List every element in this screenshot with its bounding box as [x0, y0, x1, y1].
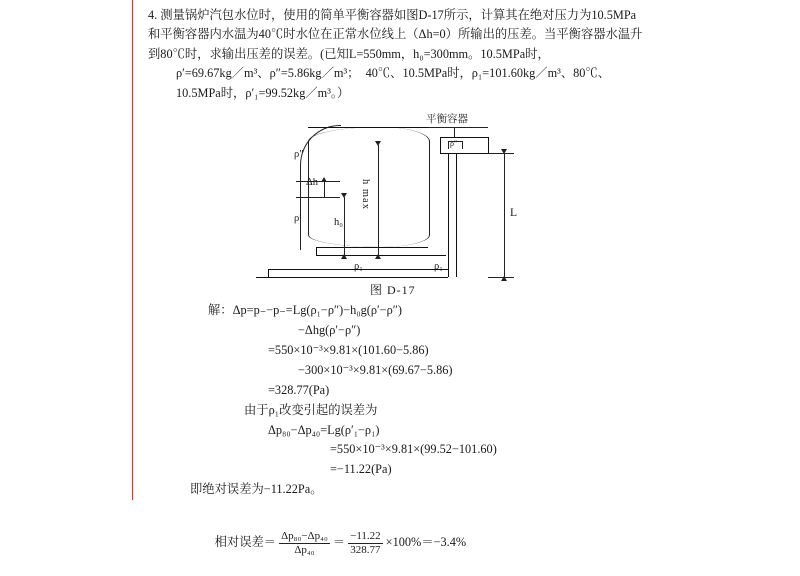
problem-line-4: ρ′=69.67kg／m³、ρ″=5.86kg／m³； 40℃、10.5MPa时，ρ₁=101.60kg／m³、80℃、 — [176, 66, 611, 81]
relative-error-row — [148, 510, 748, 576]
leader-balance-vessel-drop — [454, 127, 455, 137]
figure-d17 — [148, 109, 748, 299]
leader-balance-vessel — [428, 127, 488, 128]
label-hmax: h max — [360, 179, 371, 211]
drum-bottom-edge — [316, 247, 428, 248]
h0-dimension-line — [344, 197, 345, 255]
left-margin-rule — [132, 0, 133, 500]
vessel-right — [488, 137, 489, 153]
solution-line-2: −Δhg(ρ′−ρ″) — [298, 323, 361, 338]
L-dimension-line — [504, 153, 505, 277]
label-balance-vessel: 平衡容器 — [426, 114, 468, 126]
problem-line-2: 和平衡容器内水温为40℃时水位在正常水位线上（Δh=0）所输出的压差。当平衡容器水温升 — [148, 27, 643, 42]
rel-err-frac1-numerator: Δp₈₀−Δp₄₀ — [281, 530, 328, 543]
L-tick-bottom — [488, 277, 514, 278]
page-content — [148, 6, 748, 576]
relative-error-fraction-2 — [348, 530, 383, 556]
drum-skirt-end — [268, 269, 269, 277]
label-delta-h: Δh — [306, 177, 319, 189]
rel-err-frac2-denominator: 328.77 — [350, 543, 381, 556]
drum-bottom-step — [316, 247, 317, 255]
label-rho-small-top: ρ″ — [450, 139, 458, 149]
label-rho1-right: ρ₁ — [434, 261, 443, 273]
figure-caption: 图 D-17 — [370, 283, 416, 298]
solution-line-10: 即绝对误差为−11.22Pa。 — [190, 482, 323, 497]
relative-error-label: 相对误差＝ — [214, 535, 277, 550]
rel-err-frac2-numerator: −11.22 — [350, 530, 381, 543]
rel-err-frac1-denominator: Δp₄₀ — [294, 543, 315, 556]
drum-base — [256, 277, 448, 278]
solution-line-7: Δp₈₀−Δp₄₀=Lg(ρ′₁−ρ₁) — [268, 422, 380, 437]
solution-line-6: 由于ρ₁改变引起的误差为 — [244, 402, 378, 417]
solution-line-3: =550×10⁻³×9.81×(101.60−5.86) — [268, 342, 429, 357]
problem-line-3: 到80℃时，求输出压差的误差。(已知L=550mm，h₀=300mm。10.5MPa时， — [148, 46, 550, 61]
label-rho1-left: ρ₁ — [354, 261, 363, 273]
problem-statement — [148, 6, 748, 103]
relative-error-equals: ＝ — [332, 535, 346, 550]
drum-bottom-wall — [316, 255, 446, 256]
label-rho-double-prime: ρ″ — [294, 149, 304, 161]
vessel-top — [440, 137, 488, 138]
solution-block — [148, 301, 748, 576]
solution-line-1: 解：Δp=p₋−p₋=Lg(ρ₁−ρ″)−h₀g(ρ′−ρ″) — [208, 303, 402, 318]
relative-error-fraction-1 — [279, 530, 330, 556]
problem-line-1: 4. 测量锅炉汽包水位时，使用的简单平衡容器如图D-17所示，计算其在绝对压力为10.5MPa — [148, 8, 637, 22]
vessel-inner-left — [448, 141, 449, 149]
delta-h-arrow — [324, 181, 325, 197]
solution-line-9: =−11.22(Pa) — [330, 462, 392, 477]
hmax-dimension-line — [378, 145, 379, 255]
drum-top-edge — [308, 127, 428, 128]
vessel-left — [440, 137, 441, 153]
solution-line-5: =328.77(Pa) — [268, 382, 330, 397]
downcomer-left — [448, 153, 449, 277]
downcomer-right — [456, 153, 457, 277]
label-L: L — [510, 207, 518, 220]
relative-error-tail: ×100%＝−3.4% — [385, 535, 467, 550]
solution-line-8: =550×10⁻³×9.81×(99.52−101.60) — [330, 442, 497, 457]
vessel-inner-right — [462, 141, 463, 149]
L-tick-top — [488, 153, 514, 154]
label-h0: h₀ — [334, 217, 343, 229]
label-rho-prime: ρ′ — [294, 213, 302, 225]
problem-line-5: 10.5MPa时，ρ′₁=99.52kg／m³。） — [176, 85, 350, 100]
solution-line-4: −300×10⁻³×9.81×(69.67−5.86) — [298, 362, 453, 377]
water-level-line-lower — [296, 197, 340, 198]
